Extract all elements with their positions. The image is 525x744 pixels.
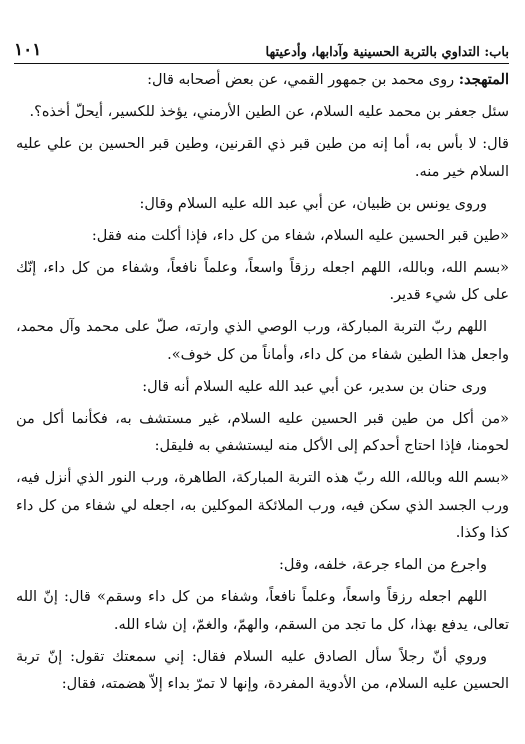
page-body	[16, 66, 509, 703]
paragraph: «طين قبر الحسين عليه السلام، شفاء من كل داء، فإذا أكلت منه فقل:	[91, 227, 509, 244]
paragraph-text: روى محمد بن جمهور القمي، عن بعض أصحابه قال:	[147, 72, 459, 88]
source-label: المتهجد:	[458, 71, 509, 88]
paragraph: واجرع من الماء جرعة، خلفه، وقل:	[279, 557, 487, 573]
paragraph: وروى يونس بن ظبيان، عن أبي عبد الله عليه السلام وقال:	[139, 195, 487, 212]
paragraph: قال: لا بأس به، أما إنه من طين قبر ذي القرنين، وطين قبر الحسين بن علي عليه السلام خير منه.	[16, 136, 509, 180]
paragraph-source	[16, 66, 509, 95]
page-number: ١٠١	[14, 40, 42, 60]
paragraph: ورى حنان بن سدير، عن أبي عبد الله عليه السلام أنه قال:	[142, 378, 487, 395]
paragraph: اللهم ربّ التربة المباركة، ورب الوصي الذي وارته، صلّ على محمد وآل محمد، واجعل هذا الطين شفاء من كل داء، وأماناً من كل خوف».	[16, 319, 509, 363]
paragraph: «بسم الله وبالله، الله ربّ هذه التربة المباركة، الطاهرة، ورب النور الذي أنزل فيه، ورب الجسد الذي سكن فيه، ورب الملائكة الموكلين به، اجعله لي شفاء من كل داء كذا وكذا.	[16, 470, 509, 541]
paragraph: «بسم الله، وبالله، اللهم اجعله رزقاً واسعاً، وعلماً نافعاً، وشفاء من كل داء، إنّك على كل شيء قدير.	[16, 259, 509, 303]
page-header	[14, 30, 509, 64]
paragraph: سئل جعفر بن محمد عليه السلام، عن الطين الأرمني، يؤخذ للكسير، أيحلّ أخذه؟.	[29, 104, 509, 120]
paragraph: اللهم اجعله رزقاً واسعاً، وعلماً نافعاً، وشفاء من كل داء وسقم» قال: إنّ الله تعالى، يدفع بهذا، كل ما تجد من السقم، والهمّ، والغمّ، إن شاء الله.	[16, 589, 509, 633]
paragraph: «من أكل من طين قبر الحسين عليه السلام، غير مستشف به، فكأنما أكل من لحومنا، فإذا احتاج أحدكم إلى الأكل منه ليستشفي به فليقل:	[16, 410, 509, 454]
running-head: باب: التداوي بالتربة الحسينية وآدابها، وأدعيتها	[265, 45, 509, 60]
paragraph: وروي أنّ رجلاً سأل الصادق عليه السلام فقال: إني سمعتك تقول: إنّ تربة الحسين عليه السلام، من الأدوية المفردة، وإنها لا تمرّ بداء إلاّ هضمته، فقال:	[16, 648, 509, 692]
